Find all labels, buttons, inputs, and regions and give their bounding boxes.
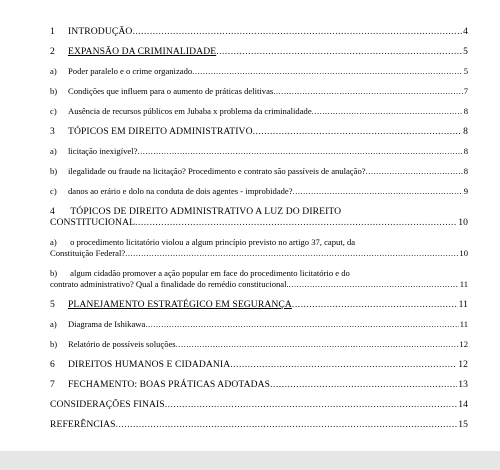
toc-leader-dots (165, 399, 457, 410)
toc-entry-title-line1: algum cidadão promover a ação popular em face do procedimento licitatório e do (70, 268, 350, 278)
toc-leader-dots (145, 319, 458, 330)
toc-entry-number: 2 (50, 46, 55, 57)
toc-entry-title: danos ao erário e dolo na conduta de dois agentes - improbidade? (68, 186, 293, 196)
toc-entry-number: b) (50, 86, 58, 96)
toc-entry-page: 8 (463, 106, 468, 116)
toc-entry-title: CONSIDERAÇÕES FINAIS (50, 399, 165, 410)
toc-entry-number: b) (50, 339, 58, 349)
toc-leader-dots (230, 359, 457, 370)
toc-entry-number: b) (50, 268, 58, 278)
toc-entry[interactable] (50, 268, 468, 299)
toc-entry[interactable] (50, 106, 468, 126)
toc-entry-number: c) (50, 106, 57, 116)
toc-entry-title: Relatório de possíveis soluções (68, 339, 176, 349)
toc-entry[interactable] (50, 359, 468, 379)
toc-entry-page: 10 (459, 248, 468, 258)
toc-leader-dots (366, 166, 463, 177)
toc-entry-page: 11 (459, 279, 468, 289)
toc-entry-number: c) (50, 186, 57, 196)
toc-leader-dots (135, 217, 457, 228)
toc-entry[interactable] (50, 237, 468, 268)
toc-entry-title: TÓPICOS EM DIREITO ADMINISTRATIVO (68, 126, 253, 137)
toc-entry[interactable] (50, 146, 468, 166)
toc-entry[interactable] (50, 126, 468, 146)
toc-leader-dots (125, 248, 458, 259)
toc-entry-title-line2: CONSTITUCIONAL (50, 217, 136, 228)
toc-entry[interactable] (50, 66, 468, 86)
toc-entry[interactable] (50, 206, 468, 237)
toc-entry-page: 7 (463, 86, 468, 96)
toc-entry-title-line2: contrato administrativo? Qual a finalidade do remédio constitucional. (50, 279, 289, 289)
toc-entry-page: 12 (459, 339, 468, 349)
toc-entry[interactable] (50, 186, 468, 206)
toc-entry-page: 8 (463, 126, 468, 137)
toc-leader-dots (176, 339, 459, 350)
toc-entry-page: 15 (458, 419, 468, 430)
page-gap (0, 451, 500, 470)
toc-leader-dots (132, 26, 462, 37)
toc-leader-dots (192, 66, 463, 77)
toc-entry[interactable] (50, 379, 468, 399)
toc-entry-number: a) (50, 66, 57, 76)
toc-entry-page: 4 (463, 26, 468, 37)
toc-entry-number: 4 (50, 206, 55, 217)
toc-leader-dots (293, 186, 463, 197)
toc-entry-number: a) (50, 319, 57, 329)
toc-entry-page: 8 (463, 166, 468, 176)
toc-entry[interactable] (50, 86, 468, 106)
toc-leader-dots (273, 86, 462, 97)
toc-entry-title: FECHAMENTO: BOAS PRÁTICAS ADOTADAS (68, 379, 271, 390)
toc-entry-number: a) (50, 237, 57, 247)
toc-entry-number: b) (50, 166, 58, 176)
toc-entry-page: 13 (458, 379, 468, 390)
toc-entry[interactable] (50, 26, 468, 46)
toc-entry-number: 6 (50, 359, 55, 370)
toc-entry-title: REFERÊNCIAS (50, 419, 116, 430)
toc-entry[interactable] (50, 299, 468, 319)
toc-leader-dots (270, 379, 457, 390)
toc-leader-dots (292, 299, 458, 310)
toc-entry-number: 5 (50, 299, 55, 310)
toc-entry[interactable] (50, 399, 468, 419)
toc-entry-title: Poder paralelo e o crime organizado (68, 66, 193, 76)
toc-leader-dots (289, 279, 459, 290)
toc-entry-title-line1: TÓPICOS DE DIREITO ADMINISTRATIVO A LUZ DO DIREITO (70, 206, 342, 217)
toc-leader-dots (312, 106, 463, 117)
toc-entry-page: 5 (463, 46, 468, 57)
toc-entry[interactable] (50, 319, 468, 339)
toc-entry-title: licitação inexigível? (68, 146, 138, 156)
toc-entry-title: Condições que influem para o aumento de práticas delitivas (68, 86, 274, 96)
toc-entry-title-line1: o procedimento licitatório violou a algum princípio previsto no artigo 37, caput, da (70, 237, 356, 247)
toc-leader-dots (216, 46, 462, 57)
toc-entry-page: 12 (458, 359, 468, 370)
toc-entry-title: INTRODUÇÃO (68, 26, 133, 37)
toc-entry-page: 9 (463, 186, 468, 196)
toc-entry-page: 14 (458, 399, 468, 410)
toc-entry-title-line2: Constituição Federal? (50, 248, 126, 258)
toc-entry[interactable] (50, 419, 468, 439)
toc-entry-number: 3 (50, 126, 55, 137)
toc-entry-title: EXPANSÃO DA CRIMINALIDADE (68, 46, 217, 57)
toc-entry-title: Ausência de recursos públicos em Jubaba x problema da criminalidade (68, 106, 312, 116)
toc-entry-page: 5 (463, 66, 468, 76)
toc-entry-page: 11 (459, 319, 468, 329)
table-of-contents (50, 26, 468, 439)
toc-entry-number: 1 (50, 26, 55, 37)
toc-entry-page: 8 (463, 146, 468, 156)
toc-entry-title: PLANEJAMENTO ESTRATÉGICO EM SEGURANÇA (68, 299, 292, 310)
toc-entry-title: DIREITOS HUMANOS E CIDADANIA (68, 359, 231, 370)
toc-entry-title: Diagrama de Ishikawa (68, 319, 146, 329)
toc-leader-dots (137, 146, 462, 157)
toc-entry[interactable] (50, 166, 468, 186)
toc-entry-page: 10 (458, 217, 468, 228)
toc-entry[interactable] (50, 339, 468, 359)
toc-leader-dots (116, 419, 458, 430)
toc-leader-dots (253, 126, 462, 137)
toc-entry-title: ilegalidade ou fraude na licitação? Procedimento e contrato são passíveis de anulação? (68, 166, 366, 176)
toc-entry-number: a) (50, 146, 57, 156)
toc-entry-number: 7 (50, 379, 55, 390)
toc-entry[interactable] (50, 46, 468, 66)
toc-entry-page: 11 (458, 299, 468, 310)
